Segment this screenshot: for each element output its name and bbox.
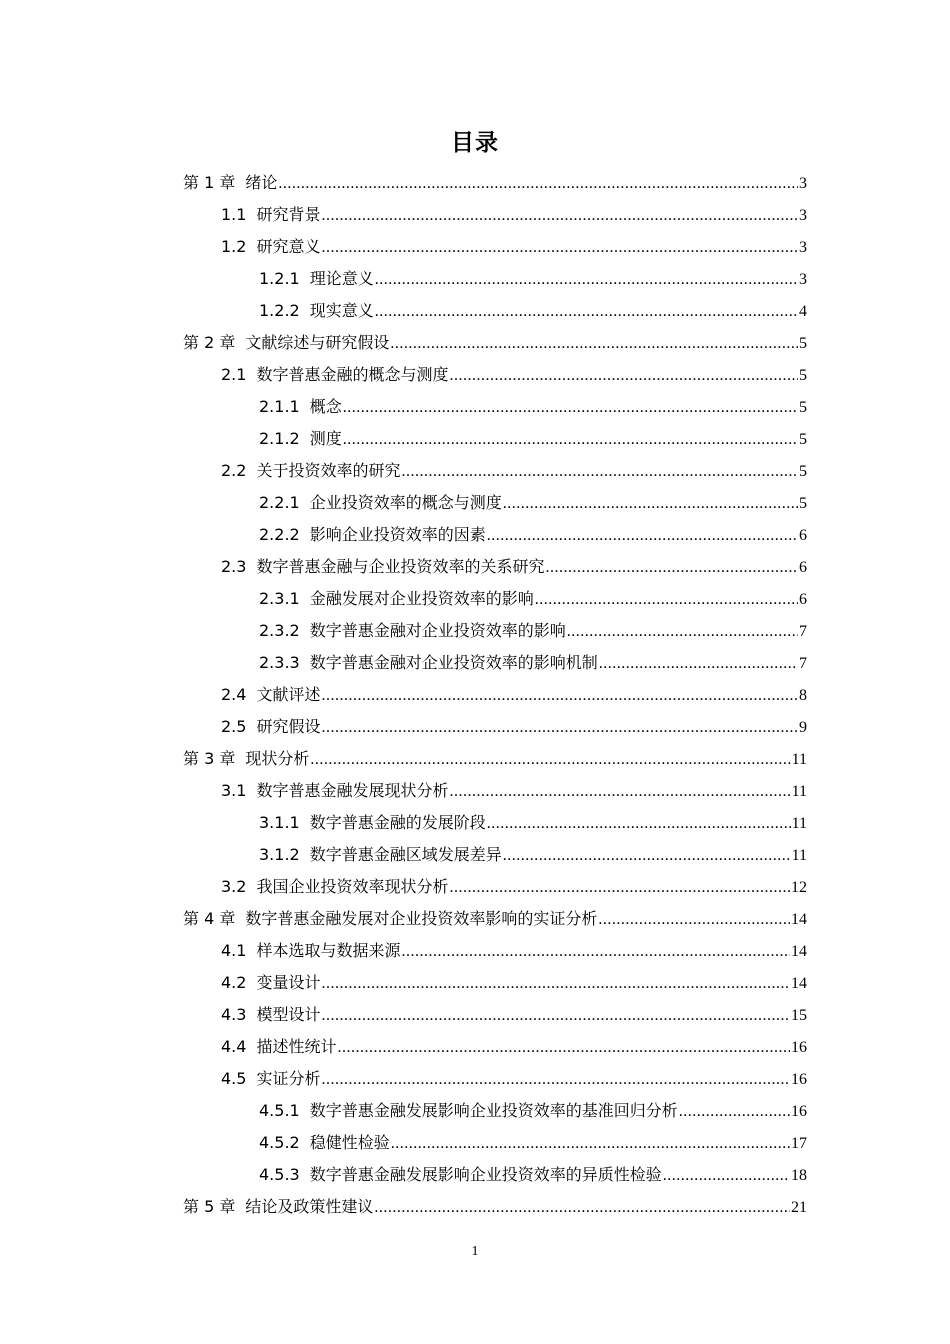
toc-entry-number: 4.3: [221, 1005, 247, 1024]
toc-entry-number: 2.3.1: [259, 589, 300, 608]
toc-leader-dots: [343, 424, 798, 456]
toc-entry[interactable]: [183, 167, 807, 199]
toc-entry-number: 2.1.1: [259, 397, 300, 416]
toc-entry-page: 6: [799, 559, 807, 576]
toc-leader-dots: [375, 296, 798, 328]
toc-entry-page: 5: [799, 367, 807, 384]
toc-entry-number: 2.2.2: [259, 525, 300, 544]
toc-entry[interactable]: [183, 807, 807, 839]
toc-entry[interactable]: [183, 871, 807, 903]
toc-entry-label: 数字普惠金融对企业投资效率的影响机制: [309, 653, 598, 672]
toc-entry[interactable]: [183, 391, 807, 423]
toc-entry[interactable]: [183, 903, 807, 935]
toc-entry-page: 5: [799, 431, 807, 448]
toc-entry-page: 5: [799, 399, 807, 416]
toc-entry-number: 2.1.2: [259, 429, 300, 448]
toc-entry-page: 16: [791, 1039, 807, 1056]
toc-entry[interactable]: [183, 263, 807, 295]
toc-entry-label: 研究假设: [256, 717, 321, 736]
toc-entry[interactable]: [183, 455, 807, 487]
toc-entry-label: 概念: [309, 397, 342, 416]
toc-entry-number: 2.2.1: [259, 493, 300, 512]
toc-entry-label: 现实意义: [309, 301, 374, 320]
toc-entry-label: 企业投资效率的概念与测度: [309, 493, 502, 512]
toc-entry[interactable]: [183, 743, 807, 775]
toc-entry-number: 4.2: [221, 973, 247, 992]
toc-leader-dots: [449, 776, 790, 808]
toc-entry-page: 18: [791, 1167, 807, 1184]
toc-leader-dots: [310, 744, 790, 776]
toc-entry-label: 理论意义: [309, 269, 374, 288]
toc-leader-dots: [343, 392, 798, 424]
toc-entry-label: 测度: [309, 429, 342, 448]
toc-entry[interactable]: [183, 551, 807, 583]
toc-entry-label: 金融发展对企业投资效率的影响: [309, 589, 534, 608]
toc-leader-dots: [598, 904, 790, 936]
toc-entry[interactable]: [183, 1191, 807, 1223]
toc-leader-dots: [390, 328, 798, 360]
toc-leader-dots: [487, 808, 791, 840]
toc-entry-number: 3.1: [221, 781, 247, 800]
toc-entry-number: 第 5 章: [183, 1197, 236, 1216]
toc-entry-number: 1.2.1: [259, 269, 300, 288]
toc-entry[interactable]: [183, 1031, 807, 1063]
toc-entry[interactable]: [183, 519, 807, 551]
toc-entry-page: 8: [799, 687, 807, 704]
toc-entry-page: 6: [799, 527, 807, 544]
toc-entry-label: 实证分析: [256, 1069, 321, 1088]
table-of-contents: [183, 167, 807, 1223]
toc-leader-dots: [401, 936, 790, 968]
toc-entry-number: 2.5: [221, 717, 247, 736]
toc-entry-number: 第 3 章: [183, 749, 236, 768]
toc-entry-label: 关于投资效率的研究: [256, 461, 401, 480]
toc-entry[interactable]: [183, 967, 807, 999]
toc-entry[interactable]: [183, 615, 807, 647]
toc-entry-label: 数字普惠金融与企业投资效率的关系研究: [256, 557, 545, 576]
toc-leader-dots: [375, 264, 798, 296]
toc-entry-page: 16: [791, 1071, 807, 1088]
toc-leader-dots: [321, 968, 790, 1000]
toc-leader-dots: [321, 200, 798, 232]
toc-entry-page: 3: [799, 207, 807, 224]
toc-entry-page: 21: [791, 1199, 807, 1216]
toc-entry-number: 第 4 章: [183, 909, 236, 928]
toc-entry-number: 4.5.3: [259, 1165, 300, 1184]
toc-leader-dots: [391, 1128, 790, 1160]
toc-entry-page: 14: [791, 911, 807, 928]
toc-entry[interactable]: [183, 935, 807, 967]
toc-leader-dots: [321, 712, 798, 744]
toc-leader-dots: [503, 488, 798, 520]
toc-entry-number: 4.5.1: [259, 1101, 300, 1120]
toc-leader-dots: [599, 648, 798, 680]
toc-entry-number: 1.2: [221, 237, 247, 256]
toc-entry[interactable]: [183, 711, 807, 743]
toc-entry-number: 1.1: [221, 205, 247, 224]
toc-entry-number: 1.2.2: [259, 301, 300, 320]
toc-entry-label: 我国企业投资效率现状分析: [256, 877, 449, 896]
toc-entry[interactable]: [183, 775, 807, 807]
toc-entry[interactable]: [183, 1127, 807, 1159]
toc-entry-page: 4: [799, 303, 807, 320]
page-number: 1: [471, 1244, 479, 1259]
toc-leader-dots: [278, 168, 798, 200]
toc-entry-number: 2.3.3: [259, 653, 300, 672]
toc-entry-label: 数字普惠金融发展现状分析: [256, 781, 449, 800]
toc-entry[interactable]: [183, 583, 807, 615]
toc-leader-dots: [545, 552, 798, 584]
toc-entry[interactable]: [183, 999, 807, 1031]
toc-entry-page: 9: [799, 719, 807, 736]
toc-leader-dots: [449, 872, 790, 904]
toc-entry-page: 17: [791, 1135, 807, 1152]
toc-entry[interactable]: [183, 679, 807, 711]
toc-entry[interactable]: [183, 423, 807, 455]
toc-entry-label: 描述性统计: [256, 1037, 337, 1056]
toc-entry-page: 11: [791, 783, 807, 800]
toc-entry-number: 3.2: [221, 877, 247, 896]
toc-entry-number: 3.1.2: [259, 845, 300, 864]
toc-entry[interactable]: [183, 1095, 807, 1127]
toc-entry-label: 现状分析: [245, 749, 310, 768]
toc-leader-dots: [503, 840, 791, 872]
toc-entry-page: 7: [799, 655, 807, 672]
toc-entry-number: 2.3.2: [259, 621, 300, 640]
toc-entry[interactable]: [183, 839, 807, 871]
toc-entry-number: 3.1.1: [259, 813, 300, 832]
toc-entry-page: 14: [791, 943, 807, 960]
toc-entry-label: 文献综述与研究假设: [245, 333, 390, 352]
toc-entry-number: 4.1: [221, 941, 247, 960]
toc-leader-dots: [449, 360, 798, 392]
toc-entry[interactable]: [183, 1063, 807, 1095]
toc-entry[interactable]: [183, 647, 807, 679]
toc-entry-number: 2.3: [221, 557, 247, 576]
toc-entry[interactable]: [183, 199, 807, 231]
toc-entry[interactable]: [183, 231, 807, 263]
toc-entry-label: 变量设计: [256, 973, 321, 992]
toc-entry-label: 模型设计: [256, 1005, 321, 1024]
toc-leader-dots: [679, 1096, 790, 1128]
toc-entry[interactable]: [183, 1159, 807, 1191]
toc-leader-dots: [321, 1000, 790, 1032]
toc-entry-label: 数字普惠金融发展对企业投资效率影响的实证分析: [245, 909, 598, 928]
toc-leader-dots: [487, 520, 798, 552]
toc-entry-page: 14: [791, 975, 807, 992]
toc-entry-page: 12: [791, 879, 807, 896]
toc-entry-page: 3: [799, 239, 807, 256]
toc-entry-page: 6: [799, 591, 807, 608]
toc-entry-label: 研究意义: [256, 237, 321, 256]
toc-entry-page: 11: [791, 847, 807, 864]
toc-entry-page: 11: [791, 815, 807, 832]
toc-leader-dots: [321, 1064, 790, 1096]
toc-entry-label: 数字普惠金融发展影响企业投资效率的异质性检验: [309, 1165, 662, 1184]
toc-leader-dots: [321, 232, 798, 264]
toc-entry-label: 数字普惠金融发展影响企业投资效率的基准回归分析: [309, 1101, 678, 1120]
toc-entry-number: 2.2: [221, 461, 247, 480]
toc-leader-dots: [374, 1192, 790, 1224]
toc-entry-label: 稳健性检验: [309, 1133, 390, 1152]
toc-leader-dots: [321, 680, 798, 712]
toc-entry-label: 数字普惠金融区域发展差异: [309, 845, 502, 864]
toc-entry-number: 2.4: [221, 685, 247, 704]
toc-entry-number: 第 1 章: [183, 173, 236, 192]
toc-entry-page: 16: [791, 1103, 807, 1120]
toc-leader-dots: [401, 456, 798, 488]
toc-entry-page: 7: [799, 623, 807, 640]
toc-entry-label: 研究背景: [256, 205, 321, 224]
toc-entry[interactable]: [183, 295, 807, 327]
toc-entry-page: 5: [799, 495, 807, 512]
toc-entry-label: 结论及政策性建议: [245, 1197, 374, 1216]
toc-entry-number: 4.5: [221, 1069, 247, 1088]
page-title: 目录: [451, 130, 499, 156]
toc-entry-page: 15: [791, 1007, 807, 1024]
toc-entry[interactable]: [183, 487, 807, 519]
toc-entry-label: 文献评述: [256, 685, 321, 704]
toc-entry-page: 5: [799, 463, 807, 480]
toc-entry-number: 4.5.2: [259, 1133, 300, 1152]
toc-entry-label: 数字普惠金融对企业投资效率的影响: [309, 621, 566, 640]
toc-entry[interactable]: [183, 359, 807, 391]
toc-leader-dots: [337, 1032, 790, 1064]
toc-entry-page: 3: [799, 175, 807, 192]
toc-entry-number: 2.1: [221, 365, 247, 384]
toc-entry-number: 4.4: [221, 1037, 247, 1056]
toc-entry-label: 绪论: [245, 173, 278, 192]
toc-leader-dots: [567, 616, 798, 648]
toc-entry-page: 5: [799, 335, 807, 352]
toc-entry-page: 11: [791, 751, 807, 768]
toc-entry-label: 影响企业投资效率的因素: [309, 525, 486, 544]
toc-entry-number: 第 2 章: [183, 333, 236, 352]
toc-entry-label: 数字普惠金融的发展阶段: [309, 813, 486, 832]
toc-entry[interactable]: [183, 327, 807, 359]
toc-entry-label: 数字普惠金融的概念与测度: [256, 365, 449, 384]
toc-entry-page: 3: [799, 271, 807, 288]
toc-leader-dots: [663, 1160, 790, 1192]
toc-leader-dots: [535, 584, 798, 616]
toc-entry-label: 样本选取与数据来源: [256, 941, 401, 960]
